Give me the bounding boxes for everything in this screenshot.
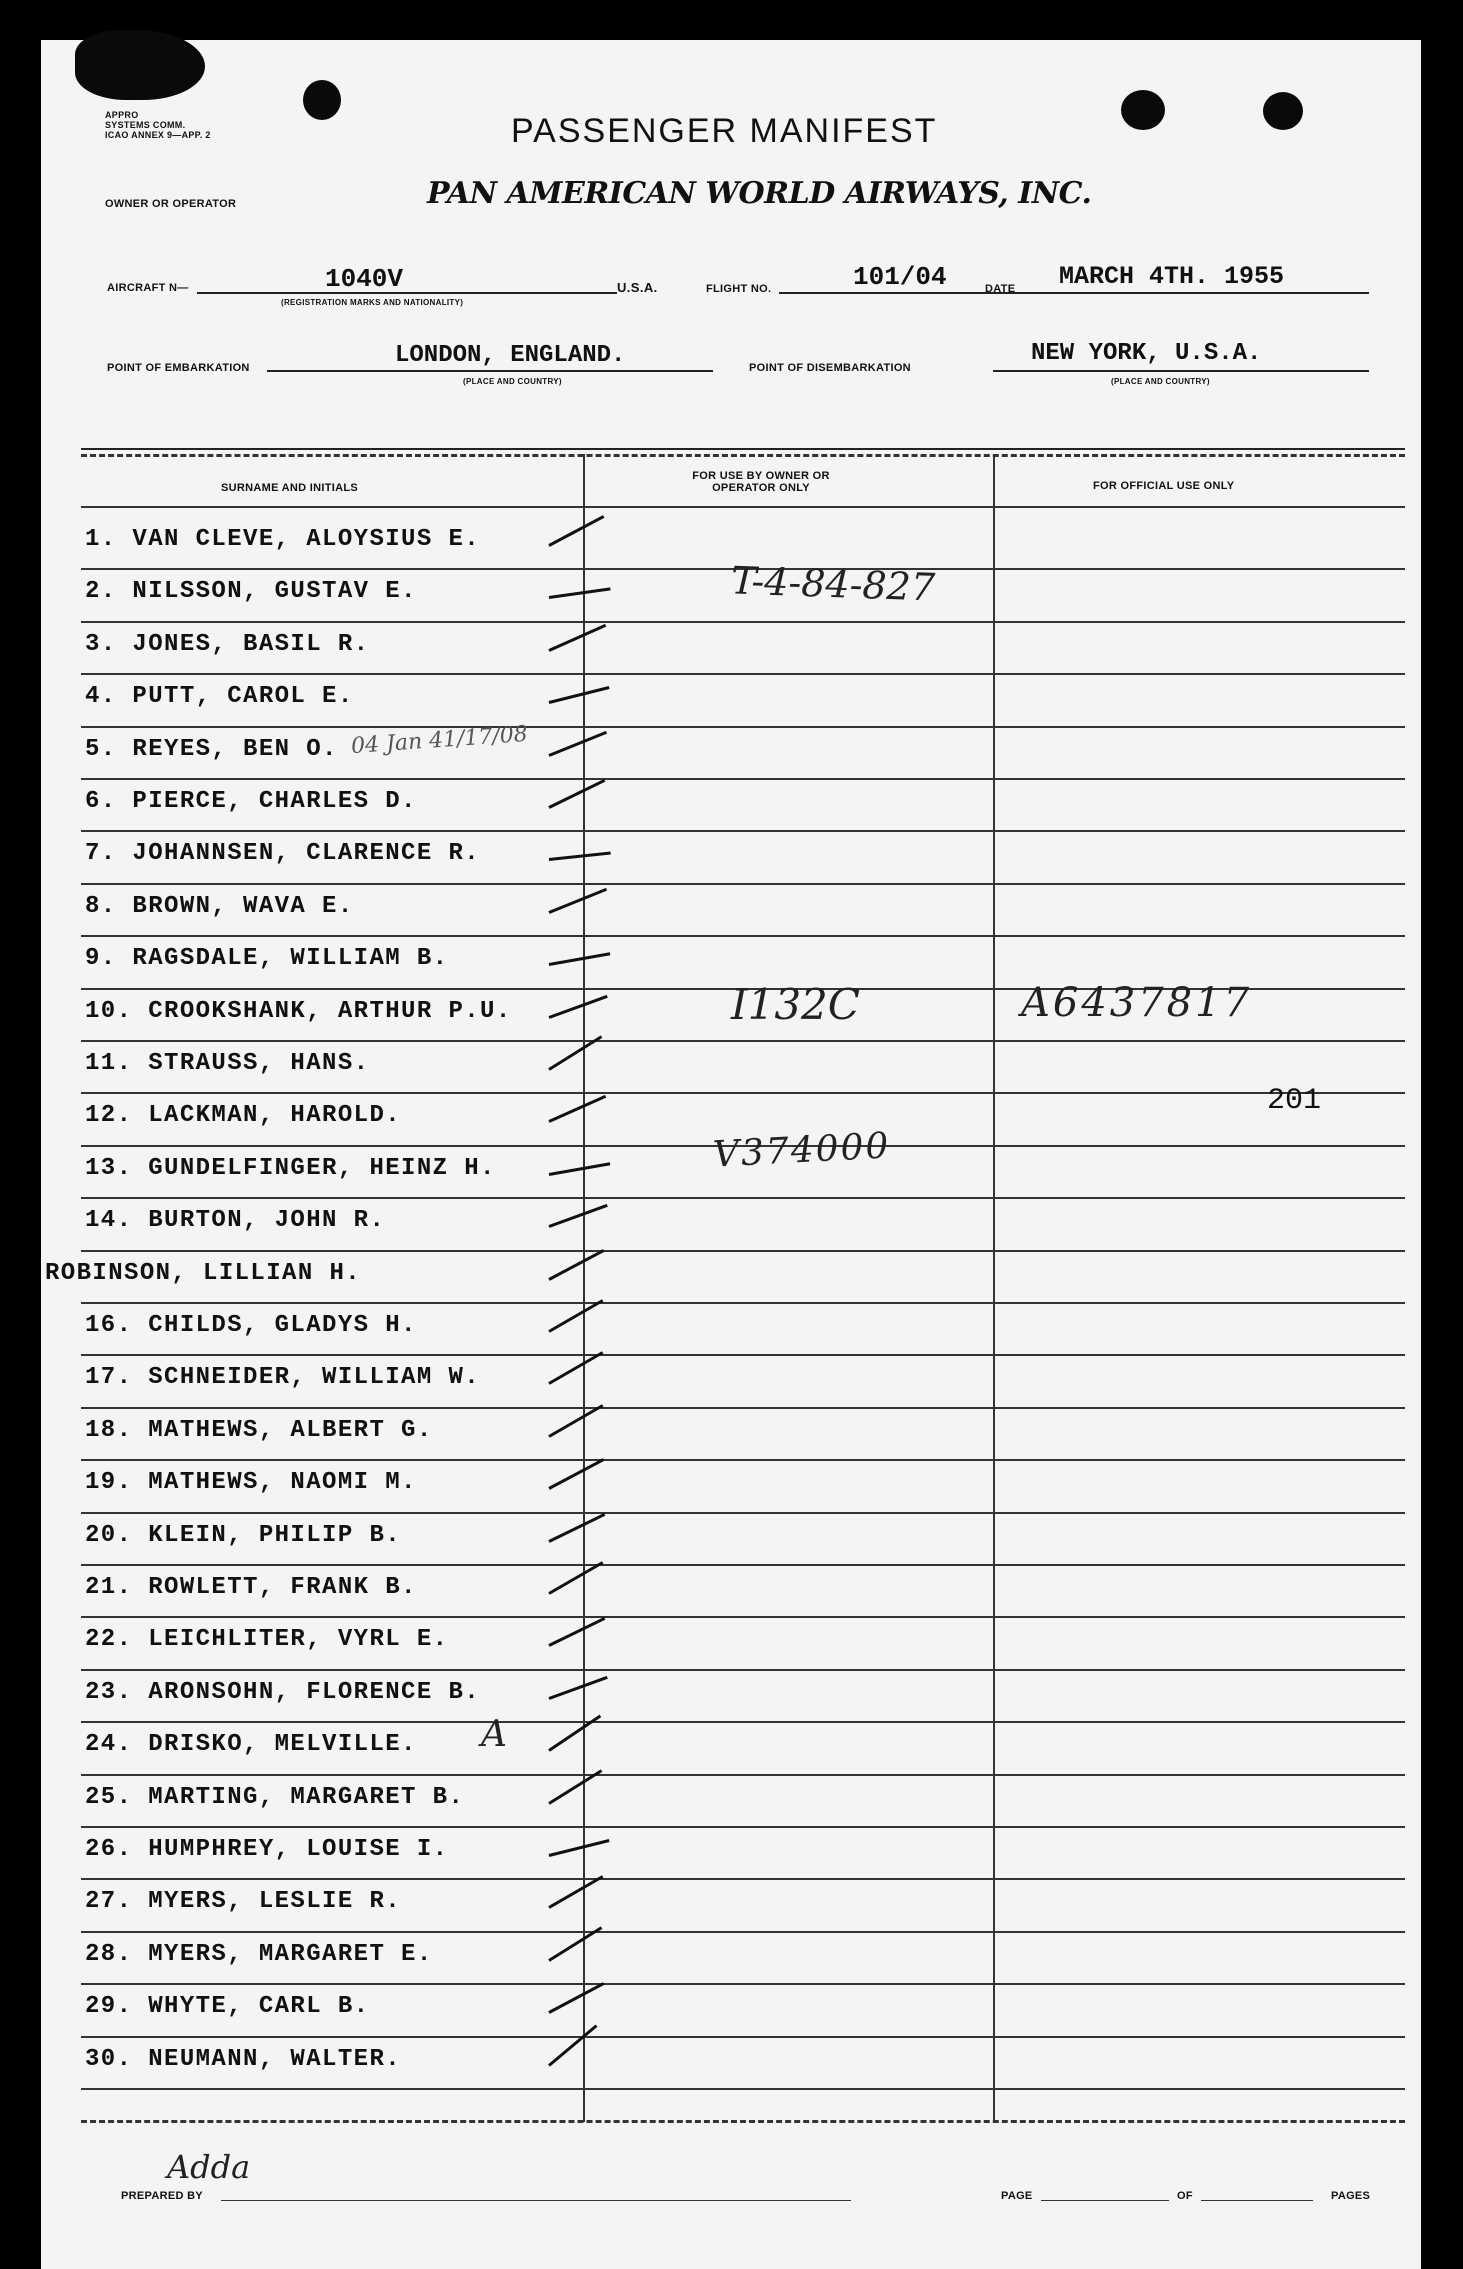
row-rule [81,1459,1405,1461]
passenger-name: 4. PUTT, CAROL E. [85,683,354,711]
passenger-name: 7. JOHANNSEN, CLARENCE R. [85,840,481,868]
check-mark [548,1561,603,1595]
passenger-name: ROBINSON, LILLIAN H. [45,1259,362,1287]
row-rule [81,1983,1405,1985]
row-rule [81,1721,1405,1723]
check-mark [548,1876,603,1910]
passenger-name: 26. HUMPHREY, LOUISE I. [85,1836,449,1863]
table-top-rule [81,448,1405,450]
passenger-name: 13. GUNDELFINGER, HEINZ H. [85,1154,496,1182]
page-underline [1041,2200,1169,2201]
page-label: PAGE [1001,2190,1033,2202]
check-mark [548,1095,606,1123]
table-header-rule [81,506,1405,508]
check-mark [549,686,610,704]
table-col-divider-2 [993,454,995,2122]
disembark-label: POINT OF DISEMBARKATION [749,362,911,374]
embark-caption: (PLACE AND COUNTRY) [463,377,562,386]
row-rule [81,883,1405,885]
disembark-value: NEW YORK, U.S.A. [1031,340,1262,367]
passenger-name: 24. DRISKO, MELVILLE. [85,1731,417,1759]
passenger-name: 9. RAGSDALE, WILLIAM B. [85,945,449,973]
check-mark [548,888,607,914]
passenger-name: 21. ROWLETT, FRANK B. [85,1574,417,1601]
check-mark [548,515,604,547]
passenger-name: 6. PIERCE, CHARLES D. [85,788,417,815]
prepared-signature: Adda [167,2148,251,2186]
usa-label: U.S.A. [617,280,658,295]
date-value: MARCH 4TH. 1955 [1059,262,1285,291]
passenger-name: 3. JONES, BASIL R. [85,630,370,658]
aircraft-value: 1040V [325,264,404,294]
punch-hole [1263,92,1303,130]
pages-label: PAGES [1331,2190,1371,2202]
flight-value: 101/04 [853,262,947,292]
check-mark [548,624,606,652]
handwritten-row5-note: 04 Jan 41/17/08 [350,721,529,760]
check-mark [548,994,607,1018]
check-mark [548,779,605,809]
row-rule [81,1669,1405,1671]
page-title: PASSENGER MANIFEST [511,112,938,150]
passenger-name: 22. LEICHLITER, VYRL E. [85,1626,449,1654]
check-mark [548,1676,607,1700]
date-underline [1025,292,1369,294]
prepared-underline [221,2200,851,2201]
punch-hole [1121,90,1165,130]
manifest-sheet [41,40,1421,2269]
row-rule [81,726,1405,728]
row-rule [81,1616,1405,1618]
check-mark [548,1458,604,1490]
approval-line-2: SYSTEMS COMM. [105,120,186,130]
passenger-name: 17. SCHNEIDER, WILLIAM W. [85,1364,481,1392]
handwritten-row10-operator: I132C [731,980,860,1029]
passenger-name: 23. ARONSOHN, FLORENCE B. [85,1678,481,1706]
embark-value: LONDON, ENGLAND. [395,342,626,369]
row-rule [81,673,1405,675]
passenger-name: 16. CHILDS, GLADYS H. [85,1312,417,1339]
passenger-name: 10. CROOKSHANK, ARTHUR P.U. [85,997,512,1025]
row-rule [81,621,1405,623]
row-rule [81,1092,1405,1094]
passenger-name: 14. BURTON, JOHN R. [85,1207,386,1235]
check-mark [548,730,607,756]
check-mark [548,1352,603,1386]
of-label: OF [1177,2190,1193,2202]
passenger-name: 25. MARTING, MARGARET B. [85,1783,465,1811]
passenger-name: 20. KLEIN, PHILIP B. [85,1521,402,1549]
passenger-name: 8. BROWN, WAVA E. [85,892,354,920]
row-rule [81,830,1405,832]
check-mark [549,952,611,966]
passenger-name: 1. VAN CLEVE, ALOYSIUS E. [85,526,481,553]
torn-corner [75,30,205,100]
check-mark [549,1162,611,1176]
check-mark [548,1249,604,1281]
row-rule [81,1564,1405,1566]
flight-label: FLIGHT NO. [706,283,772,295]
punch-hole [303,80,341,120]
check-mark [548,1299,603,1333]
prepared-label: PREPARED BY [121,2190,203,2202]
header-operator: FOR USE BY OWNER OR OPERATOR ONLY [692,470,830,494]
handwritten-row24-note: A [481,1714,507,1755]
handwritten-row12-official: 201 [1267,1084,1322,1118]
aircraft-underline [197,292,617,294]
aircraft-label: AIRCRAFT N— [107,282,189,294]
passenger-name: 19. MATHEWS, NAOMI M. [85,1469,417,1497]
passenger-name: 18. MATHEWS, ALBERT G. [85,1416,433,1444]
handwritten-row2-operator: T-4-84-827 [730,558,936,610]
check-mark [548,1404,603,1438]
disembark-underline [993,370,1369,372]
check-mark [548,2024,597,2066]
row-rule [81,2088,1405,2090]
disembark-caption: (PLACE AND COUNTRY) [1111,377,1210,386]
passenger-name: 11. STRAUSS, HANS. [85,1050,370,1077]
table-bottom-rule [81,2120,1405,2123]
row-rule [81,1197,1405,1199]
row-rule [81,1774,1405,1776]
passenger-name: 2. NILSSON, GUSTAV E. [85,578,417,606]
row-rule [81,778,1405,780]
table-col-divider-1 [583,454,585,2122]
check-mark [548,1513,605,1543]
row-rule [81,1302,1405,1304]
check-mark [549,588,611,600]
row-rule [81,1250,1405,1252]
row-rule [81,1826,1405,1828]
table-top-rule-2 [81,454,1405,457]
row-rule [81,935,1405,937]
passenger-name: 30. NEUMANN, WALTER. [85,2045,402,2073]
row-rule [81,1878,1405,1880]
check-mark [548,1204,607,1228]
row-rule [81,2036,1405,2038]
handwritten-row13-operator: V374000 [712,1125,892,1176]
aircraft-caption: (REGISTRATION MARKS AND NATIONALITY) [281,298,464,307]
embark-underline [267,370,713,372]
handwritten-row10-official: A6437817 [1021,980,1253,1026]
of-underline [1201,2200,1313,2201]
check-mark [548,1982,604,2014]
row-rule [81,1407,1405,1409]
approval-line-1: APPRO [105,110,139,120]
approval-line-3: ICAO ANNEX 9—APP. 2 [105,130,211,140]
check-mark [549,852,611,861]
check-mark [548,1617,605,1647]
embark-label: POINT OF EMBARKATION [107,362,250,374]
passenger-name: 29. WHYTE, CARL B. [85,1993,370,2021]
owner-label: OWNER OR OPERATOR [105,198,237,210]
header-official: FOR OFFICIAL USE ONLY [1093,480,1235,492]
row-rule [81,1354,1405,1356]
owner-value: PAN AMERICAN WORLD AIRWAYS, INC. [427,176,1092,211]
passenger-name: 5. REYES, BEN O. [85,735,338,763]
header-surname: SURNAME AND INITIALS [221,482,358,494]
passenger-name: 28. MYERS, MARGARET E. [85,1940,433,1968]
row-rule [81,1931,1405,1933]
check-mark [549,1839,610,1857]
row-rule [81,1040,1405,1042]
date-label: DATE [985,283,1016,295]
passenger-name: 27. MYERS, LESLIE R. [85,1888,402,1916]
passenger-name: 12. LACKMAN, HAROLD. [85,1102,402,1130]
row-rule [81,1512,1405,1514]
